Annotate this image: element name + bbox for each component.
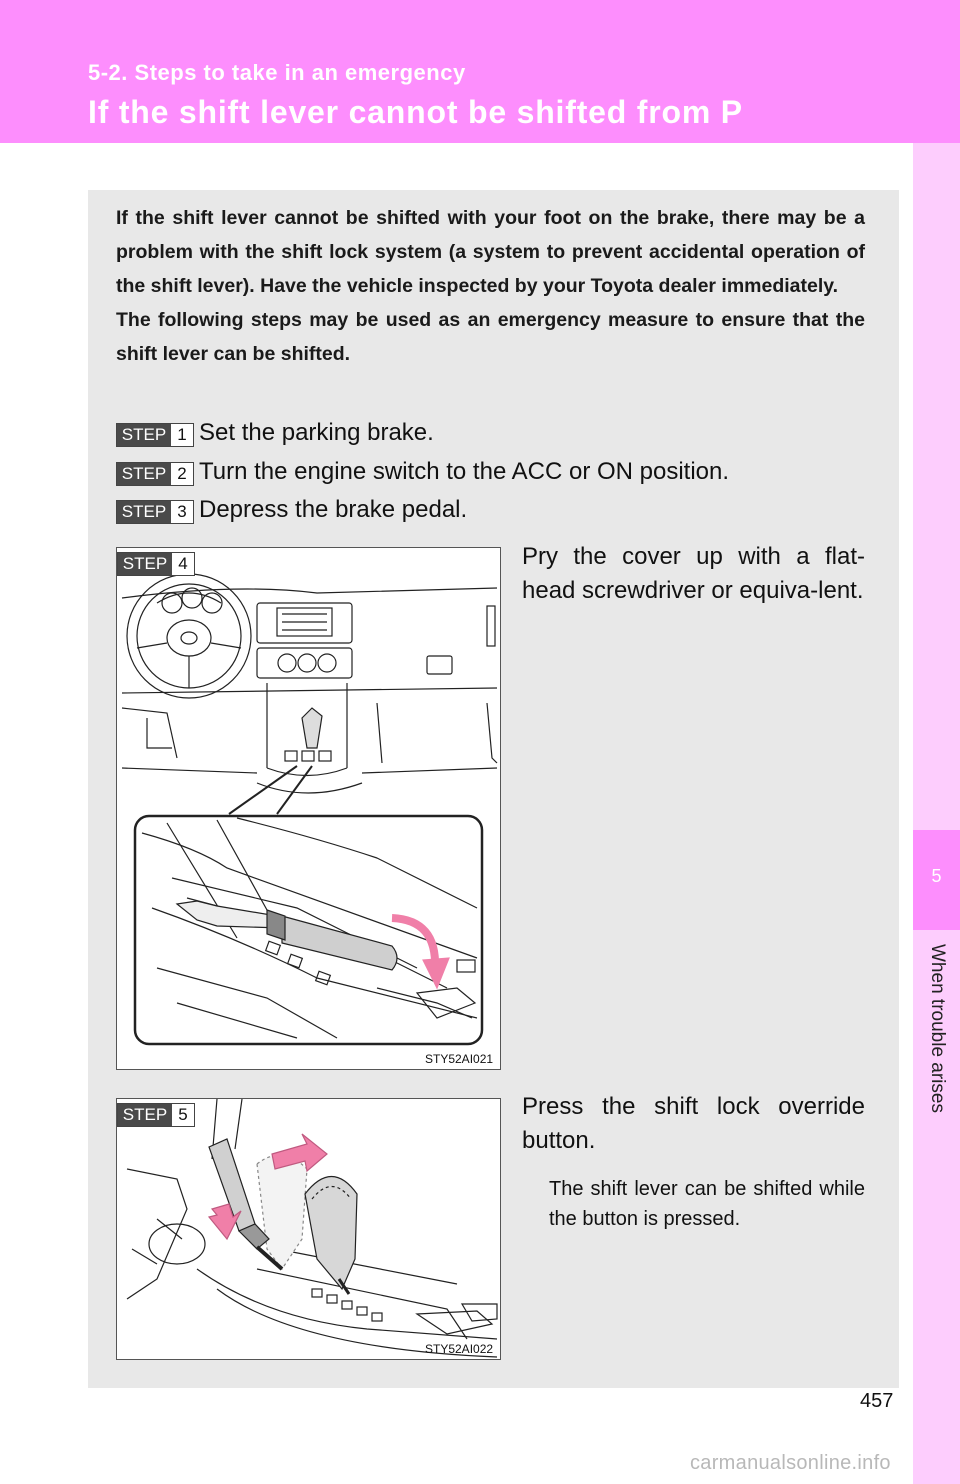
chapter-title: When trouble arises (927, 944, 948, 1113)
step-4-figure (116, 547, 501, 1070)
chapter-side-tab (913, 143, 960, 1484)
step-badge-word: STEP (118, 1104, 172, 1126)
step-badge (116, 462, 194, 486)
intro-paragraph: If the shift lever cannot be shifted with your foot on the brake, there may be a problem with the shift lock system (a system to prevent accidental operation of the shift lever). Have the vehicle inspected by your Toyota dealer immediately. (116, 207, 865, 297)
step-badge-word: STEP (117, 463, 171, 485)
step-4-text: Pry the cover up with a flat-head screwdriver or equiva-lent. (522, 543, 865, 604)
dashboard-shift-cover-illustration (117, 548, 501, 1070)
step-badge (117, 1103, 195, 1127)
page-number: 457 (860, 1390, 894, 1412)
step-5-text: Press the shift lock override button. (522, 1093, 865, 1154)
step-badge (116, 500, 194, 524)
intro-paragraph: The following steps may be used as an emergency measure to ensure that the shift lever can be shifted. (116, 309, 865, 365)
step-text: Set the parking brake. (199, 419, 434, 446)
step-badge-number: 2 (177, 464, 187, 483)
step-badge-number: 3 (177, 502, 187, 521)
figure-code: STY52AI022 (425, 1342, 494, 1356)
step-badge-number: 5 (178, 1105, 188, 1124)
shift-lock-override-illustration (117, 1099, 501, 1360)
section-label: 5-2. Steps to take in an emergency (88, 60, 466, 85)
step-text: Depress the brake pedal. (199, 496, 468, 523)
step-badge-word: STEP (117, 424, 171, 446)
step-badge-number: 4 (178, 554, 188, 573)
step-badge-word: STEP (117, 501, 171, 523)
figure-code: STY52AI021 (425, 1052, 494, 1066)
page-title: If the shift lever cannot be shifted from P (88, 94, 743, 130)
step-badge (117, 552, 195, 576)
step-badge (116, 423, 194, 447)
step-badge-word: STEP (118, 553, 172, 575)
intro-text (116, 201, 865, 371)
step-5-figure (116, 1098, 501, 1360)
chapter-number: 5 (931, 866, 942, 886)
step-text: Turn the engine switch to the ACC or ON position. (199, 458, 730, 485)
step-badge-number: 1 (177, 425, 187, 444)
step-5-note: The shift lever can be shifted while the button is pressed. (549, 1178, 865, 1230)
watermark: carmanualsonline.info (690, 1452, 891, 1474)
